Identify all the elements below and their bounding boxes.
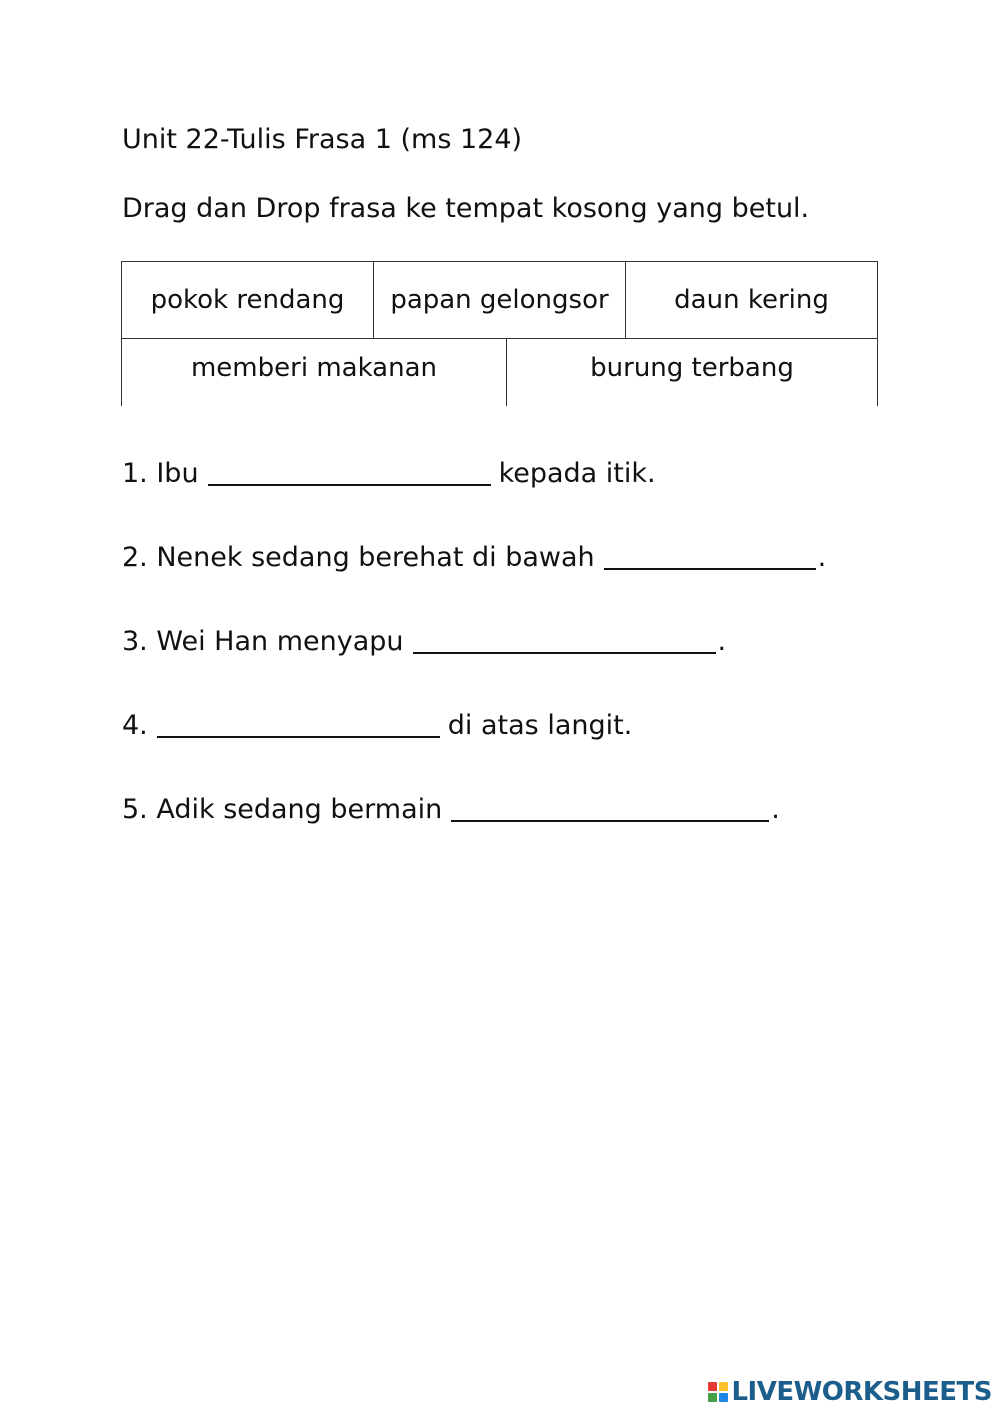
question-1-drop-zone[interactable]: [208, 458, 491, 486]
question-4-drop-zone[interactable]: [157, 710, 440, 738]
phrase-burung-terbang[interactable]: burung terbang: [590, 353, 794, 383]
word-bank-row-2: [121, 338, 878, 406]
question-5-text-after: .: [771, 794, 780, 825]
question-2: [122, 538, 826, 573]
liveworksheets-brand-text: LIVEWORKSHEETS: [731, 1377, 992, 1407]
question-5: [122, 790, 780, 825]
liveworksheets-logo-icon: [708, 1382, 728, 1402]
question-2-text-before: 2. Nenek sedang berehat di bawah: [122, 542, 595, 573]
phrase-memberi-makanan[interactable]: memberi makanan: [122, 338, 507, 406]
phrase-papan-gelongsor[interactable]: papan gelongsor: [374, 262, 626, 338]
page-title: Unit 22-Tulis Frasa 1 (ms 124): [122, 124, 523, 155]
liveworksheets-logo: [708, 1377, 992, 1407]
question-4-text-before: 4.: [122, 710, 148, 741]
question-1: [122, 454, 656, 489]
question-2-text-after: .: [817, 542, 827, 573]
instruction-text: Drag dan Drop frasa ke tempat kosong yang betul.: [122, 193, 810, 224]
phrase-pokok-rendang[interactable]: pokok rendang: [122, 262, 374, 338]
question-3-text-before: 3. Wei Han menyapu: [122, 626, 404, 657]
question-3-text-after: .: [717, 626, 727, 657]
question-3: [122, 622, 726, 657]
phrase-daun-kering[interactable]: daun kering: [674, 285, 829, 315]
question-4-text-after: di atas langit.: [447, 710, 633, 741]
question-4: [122, 706, 632, 741]
question-3-drop-zone[interactable]: [413, 626, 716, 654]
question-5-text-before: 5. Adik sedang bermain: [122, 794, 443, 825]
question-5-drop-zone[interactable]: [451, 794, 769, 822]
question-1-text-before: 1. Ibu: [122, 458, 199, 489]
word-bank-row-1: [121, 261, 878, 339]
question-2-drop-zone[interactable]: [604, 542, 816, 570]
word-bank: [121, 261, 878, 406]
question-1-text-after: kepada itik.: [498, 458, 656, 489]
